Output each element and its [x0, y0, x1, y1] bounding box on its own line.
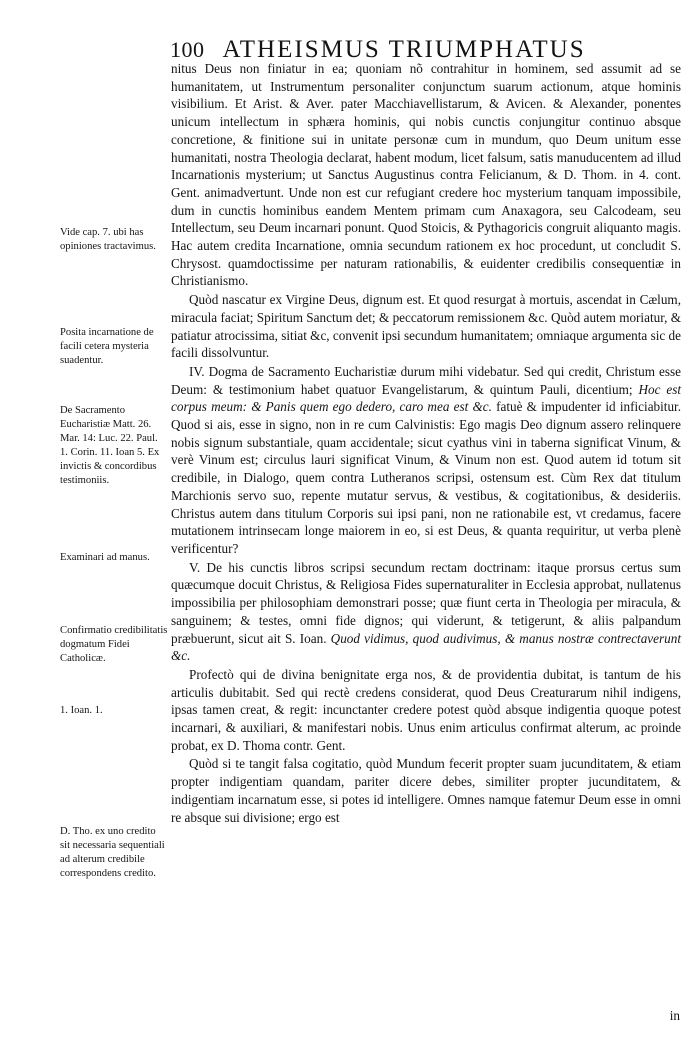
main-text [171, 60, 681, 826]
paragraph-4-text-a: V. De his cunctis libros scripsi secundum rectam doctrinam: itaque prorsus certus sum quæcumque docuit Christus, & Religiosa Fides supernaturaliter in Ecclesia approbat, nullatenus impossibilia per philosophiam demonstrari posse; quæ fiunt certa in Theologia per miracula, & sanguinem; & testes, omni fide dignos; qui viderunt, & tetigerunt, & aliis palpandum præbuerunt, sicut ait S. Ioan. [171, 559, 681, 646]
paragraph-5: Profectò qui de divina benignitate erga nos, & de providentia dubitat, is tantum de his articulis dubitabit. Sed qui rectè credens considerat, quod Deus Creaturarum nihil indigens, ipsas tamen creat, & regit: incunctanter credere potest quòd absque indigentia quoque potest incarnari, & auxiliari, & manifestari nobis. Unus enim articulus confirmat alterum, ac proinde probat, ex D. Thoma contr. Gent. [171, 666, 681, 753]
paragraph-3-text-b: fatuè & impudenter id inficiabitur. Quod si ais, esse in signo, non in re cum Calvinistis: Ego magis Deo dignum assero relinquere nobis signum substantiale, quam accidentale; sicut cyathus vini in taberna significat Vinum, & verè Vinum est; circulus lauri significat Vinum, & Vinum non est. Quod autem id totum sit credibile, in Dialogo, quem contra Lutheranos scripsi, ostensum est. Cùm Rex dat titulum Marchionis servo suo, repente mutatur servus, & vestibus, & cogitationibus, & desideriis. Christus autem dans titulum Corporis sui ipsi pani, non ne rationabile est, vt credamus, facere mutationem intrinsecam longe maiorem in eo, si est Deus, & quanta requiritur, ut verba plenè verificentur? [171, 399, 682, 556]
scripture-quote-john: Quod vidimus, quod audivimus, & manus nostræ contrectaverunt &c. [171, 630, 681, 664]
scripture-quote-eucharist: Hoc est corpus meum: & Panis quem ego dedero, caro mea est &c. [171, 381, 682, 415]
margin-note-3: De Sacramento Eucharistiæ Matt. 26. Mar. 14: Luc. 22. Paul. 1. Corin. 11. Ioan 5. Ex invictis & concordibus testimoniis. [60, 405, 160, 486]
margin-note-7: D. Tho. ex uno credito sit necessaria sequentiali ad alterum credibile correspondens credito. [60, 826, 165, 879]
margin-note-6: 1. Ioan. 1. [60, 705, 103, 716]
margin-note-2: Posita incarnatione de facili cetera mysteria suadentur. [60, 327, 154, 366]
page-number: 100 [170, 37, 205, 62]
running-head: ATHEISMUS TRIUMPHATUS [222, 36, 586, 63]
catchword: in [669, 1008, 680, 1023]
margin-note-5: Confirmatio credibilitatis dogmatum Fidei Catholicæ. [60, 625, 168, 664]
paragraph-6: Quòd si te tangit falsa cogitatio, quòd Mundum fecerit propter suam jucunditatem, & etiam propter indigentiam quandam, pariter dicere debes, similiter propter jucunditatem, & indigentiam incarnatum esse, si potes id intelligere. Omnes namque fatemur Deum esse in omni re absque sui divisione; ergo est [171, 756, 681, 825]
margin-note-4: Examinari ad manus. [60, 552, 150, 563]
paragraph-3 [171, 363, 681, 558]
margin-note-1: Vide cap. 7. ubi has opiniones tractavimus. [60, 227, 156, 252]
paragraph-1: nitus Deus non finiatur in ea; quoniam nõ contrahitur in hominem, sed assumit ad se humanitatem, ut Instrumentum personaliter conjunctum suarum actionum, atque hominis visibilium. Et Arist. & Aver. pater Macchiavellistarum, & Avicen. & Alexander, ponentes unicum intellectum in sphæra hominis, qui nobis cunctis conjungitur continuo absque concretione, & finitione sui in unitate personæ cum in mundum, quo Deum unitum esse humanitati, nostra Theologia declarat, habent modum, licet falsum, satis manuducentem ad illud Incarnationis mysterium; ut Sanctus Augustinus contra Felicianum, & D. Thom. in 4. cont. Gent. animadvertunt. Unde non est cur refugiant credere hoc mysterium tanquam impossibile, dum in cunctis hominibus eandem Mentem primam cum Anaxagora, seu Calcodeam, seu Intellectum, seu Deum incarnari ponunt. Quod Stoicis, & Pythagoricis congruit aliquanto magis. Hac autem credita Incarnatione, omnia secundum rationem ex hoc procedunt, ut concludit S. Chrysost. quamdoctissime per naturam rationabilis, & euidenter credibilis consequentiæ in Christianismo. [171, 61, 681, 289]
paragraph-3-text-a: IV. Dogma de Sacramento Eucharistiæ durum mihi videbatur. Sed qui credit, Christum esse Deum: & testimonium habet quatuor Evangelistarum, & quintum Pauli, dicentium; [171, 363, 681, 397]
paragraph-4 [171, 559, 681, 665]
paragraph-2: Quòd nascatur ex Virgine Deus, dignum est. Et quod resurgat à mortuis, ascendat in Cælum, miracula faciat; Spiritum Sanctum det; & peccatorum remissionem &c. Quòd autem moriatur, & patiatur atrocissima, sitiat &c, convenit ipsi secundum humanitatem; omniaque argumenta sic de facili dissolvuntur. [171, 292, 681, 361]
